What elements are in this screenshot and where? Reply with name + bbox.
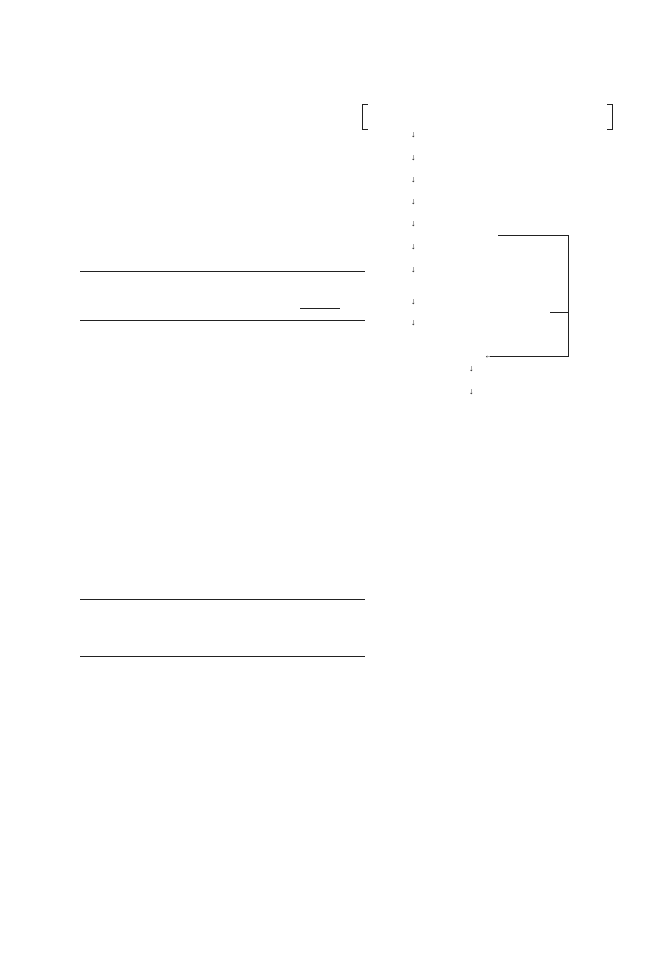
table-group-rule [80, 599, 365, 600]
table-top-rule [80, 271, 365, 272]
arrow-down-icon: ↓ [411, 264, 416, 274]
arrow-down-icon: ↓ [411, 129, 416, 139]
eluate-horizontal-connector [490, 356, 569, 357]
arrow-down-icon: ↓ [411, 174, 416, 184]
header-aica-rule [300, 308, 340, 309]
arrow-down-icon: ↓ [469, 363, 474, 373]
washing-connector [498, 235, 568, 236]
arrow-down-icon: ↓ [411, 218, 416, 228]
box-bracket-left [362, 104, 368, 130]
box-bracket-right [607, 104, 613, 130]
arrow-down-icon: ↓ [411, 296, 416, 306]
arrow-down-icon: ↓ [411, 152, 416, 162]
arrow-left-icon: ← [484, 350, 493, 360]
crystallization-connector [550, 312, 568, 313]
arrow-down-icon: ↓ [411, 317, 416, 327]
arrow-down-icon: ↓ [411, 196, 416, 206]
table-header-rule [80, 320, 365, 321]
arrow-down-icon: ↓ [469, 386, 474, 396]
arrow-down-icon: ↓ [411, 241, 416, 251]
table-bottom-rule [80, 656, 365, 657]
eluate-vertical-connector [568, 235, 569, 356]
